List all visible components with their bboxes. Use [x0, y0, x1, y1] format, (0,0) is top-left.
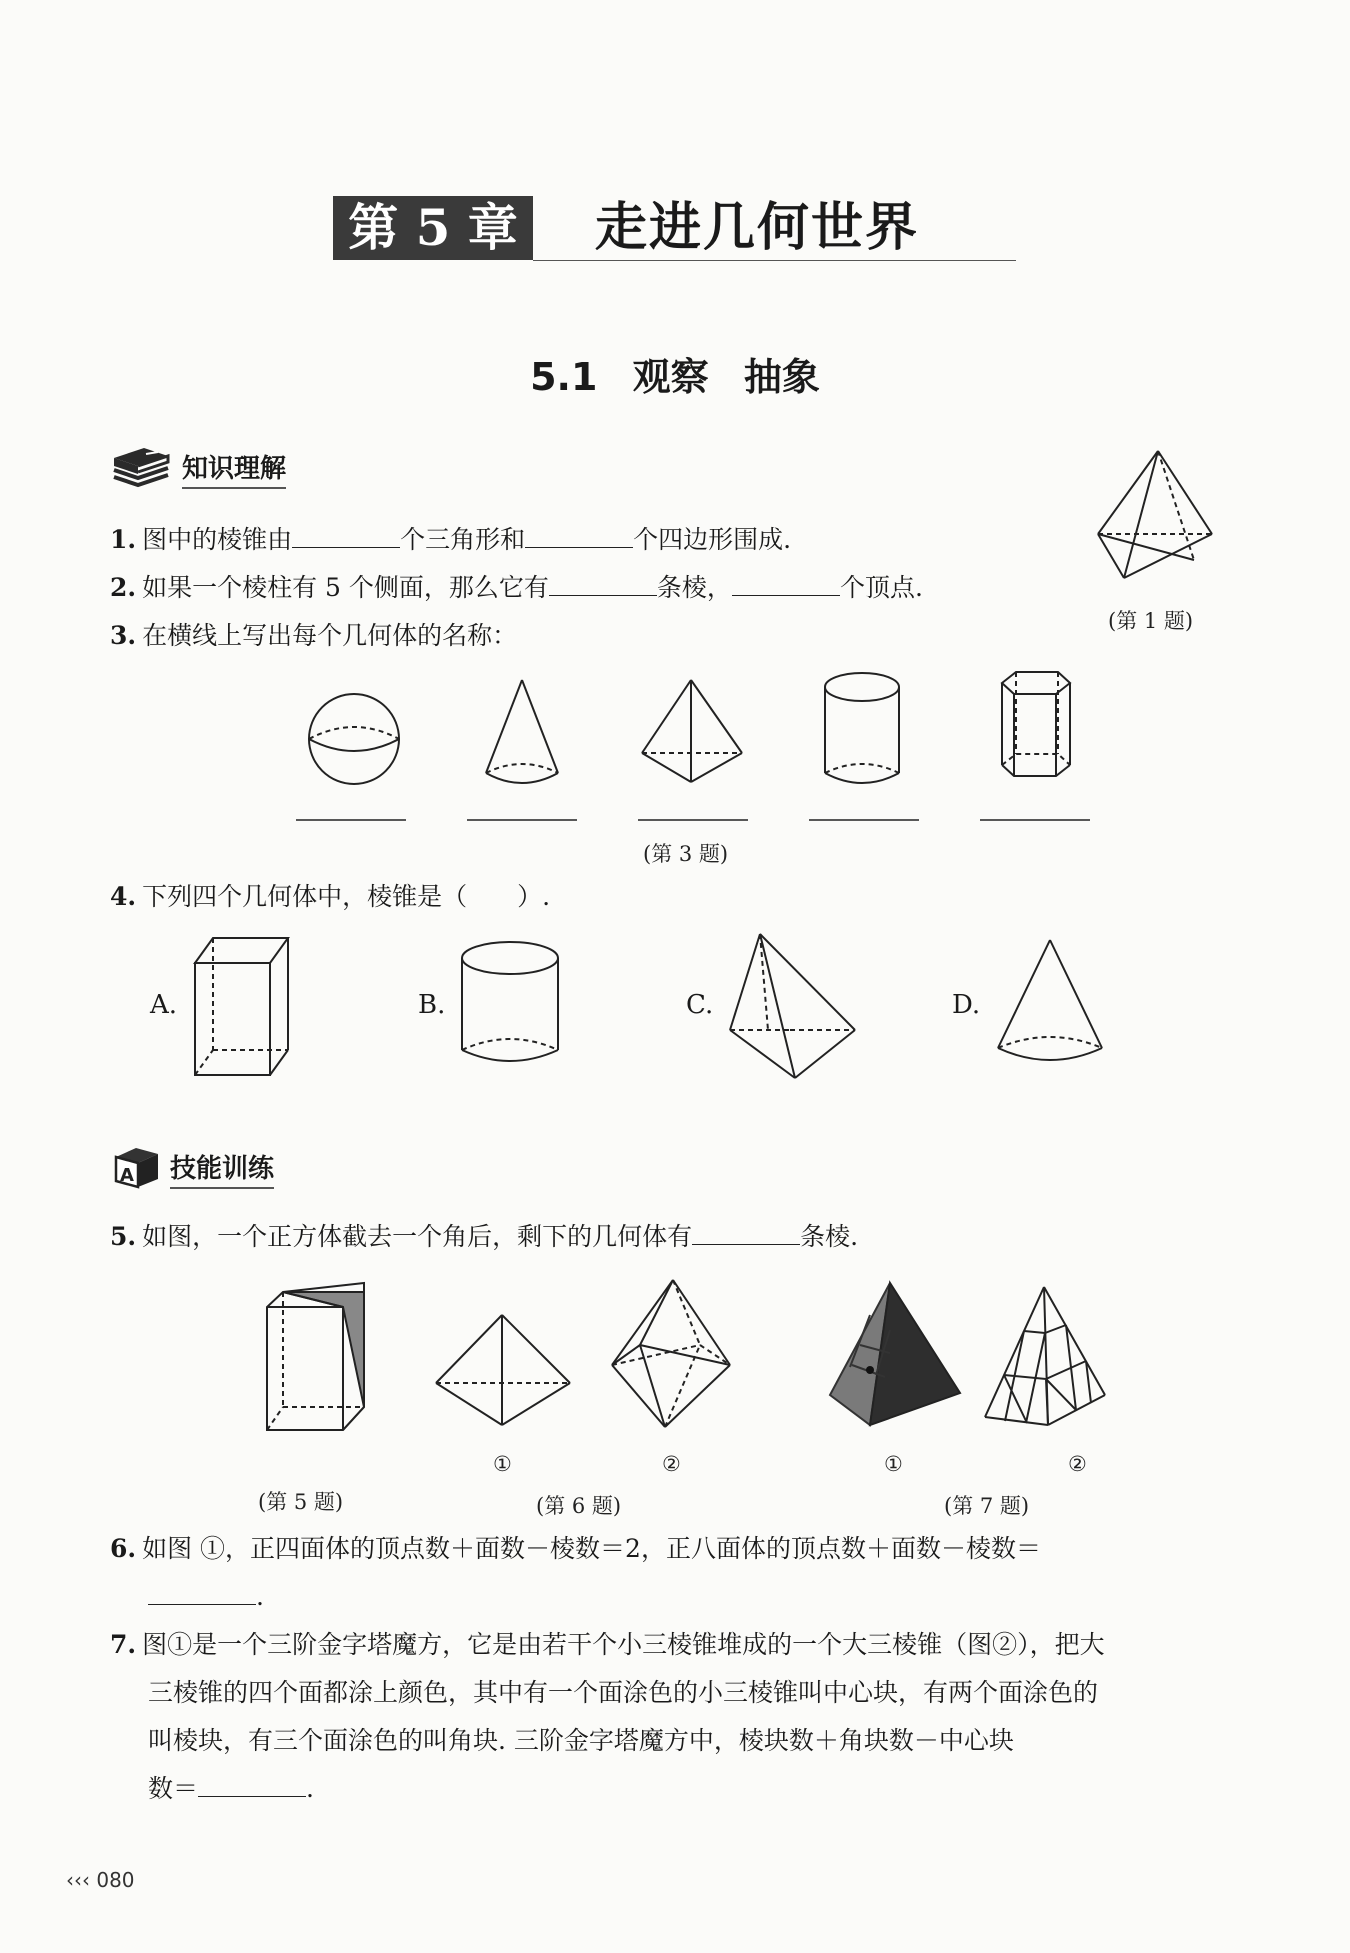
page-footer — [66, 1868, 135, 1892]
answer-blank[interactable] — [525, 525, 633, 548]
chapter-number: 第 5 章 — [333, 196, 533, 260]
section-title: 5.1 观察 抽象 — [530, 355, 820, 399]
option-a[interactable]: A. — [150, 990, 178, 1020]
question-number: 6. — [110, 1534, 137, 1563]
figure-q5-q6-q7 — [240, 1275, 1170, 1435]
figure-caption: (第 3 题) — [643, 842, 729, 866]
chevrons-left-icon: ‹‹‹ — [66, 1868, 90, 1892]
question-4: 4. 下列四个几何体中，棱锥是（ ）. — [110, 882, 551, 911]
answer-blank-prism[interactable] — [980, 800, 1090, 840]
chapter-title: 走进几何世界 — [595, 197, 920, 258]
skill-cube-icon — [110, 1143, 162, 1189]
option-b[interactable]: B. — [418, 990, 446, 1020]
answer-blank[interactable] — [692, 1222, 800, 1245]
question-7-line-3: 叫棱块，有三个面涂色的叫角块. 三阶金字塔魔方中，棱块数＋角块数－中心块 — [148, 1726, 1014, 1755]
answer-blank-cone[interactable] — [467, 800, 577, 840]
question-number: 4. — [110, 882, 137, 911]
question-6: 6. 如图 ①，正四面体的顶点数＋面数－棱数＝2，正八面体的顶点数＋面数－棱数＝ — [110, 1534, 1041, 1563]
question-7: 7. 图①是一个三阶金字塔魔方，它是由若干个小三棱锥堆成的一个大三棱锥（图②），把大 — [110, 1630, 1105, 1659]
question-7-line-4: 数＝ . — [148, 1774, 314, 1803]
question-5: 5. 如图，一个正方体截去一个角后，剩下的几何体有 条棱. — [110, 1222, 859, 1251]
question-6-continuation: . — [148, 1582, 264, 1612]
svg-text:A: A — [120, 1165, 134, 1186]
page-number: 080 — [96, 1868, 135, 1892]
question-number: 5. — [110, 1222, 137, 1251]
figure-caption: (第 5 题) — [258, 1490, 344, 1514]
question-number: 1. — [110, 525, 137, 554]
option-c[interactable]: C. — [686, 990, 714, 1020]
section-heading-skills: 技能训练 — [170, 1148, 274, 1189]
question-number: 2. — [110, 573, 137, 602]
figure-label: ② — [662, 1452, 681, 1476]
chapter-header — [333, 196, 1016, 262]
answer-blank[interactable] — [198, 1774, 306, 1797]
figure-label: ② — [1068, 1452, 1087, 1476]
answer-blank-pyramid[interactable] — [638, 800, 748, 840]
figure-caption: (第 7 题) — [944, 1494, 1030, 1518]
section-heading-knowledge: 知识理解 — [182, 448, 286, 489]
question-2: 2. 如果一个棱柱有 5 个侧面，那么它有 条棱， 个顶点. — [110, 573, 923, 602]
figure-q1-pyramid — [1090, 446, 1220, 586]
answer-blank[interactable] — [292, 525, 400, 548]
answer-blank[interactable] — [549, 573, 657, 596]
question-7-line-2: 三棱锥的四个面都涂上颜色，其中有一个面涂色的小三棱锥叫中心块，有两个面涂色的 — [148, 1678, 1099, 1707]
figure-label: ① — [884, 1452, 903, 1476]
option-d[interactable]: D. — [952, 990, 981, 1020]
answer-blank-cylinder[interactable] — [809, 800, 919, 840]
answer-blank[interactable] — [732, 573, 840, 596]
figure-q4-options — [190, 930, 1130, 1085]
question-number: 3. — [110, 621, 137, 650]
question-number: 7. — [110, 1630, 137, 1659]
figure-caption: (第 6 题) — [536, 1494, 622, 1518]
question-3: 3. 在横线上写出每个几何体的名称： — [110, 621, 518, 650]
question-1: 1. 图中的棱锥由 个三角形和 个四边形围成. — [110, 525, 792, 554]
chapter-underline — [533, 260, 1016, 261]
figure-caption: (第 1 题) — [1108, 609, 1194, 633]
books-icon — [110, 444, 172, 490]
answer-blank[interactable] — [148, 1582, 256, 1605]
answer-blank-sphere[interactable] — [296, 800, 406, 840]
figure-label: ① — [493, 1452, 512, 1476]
